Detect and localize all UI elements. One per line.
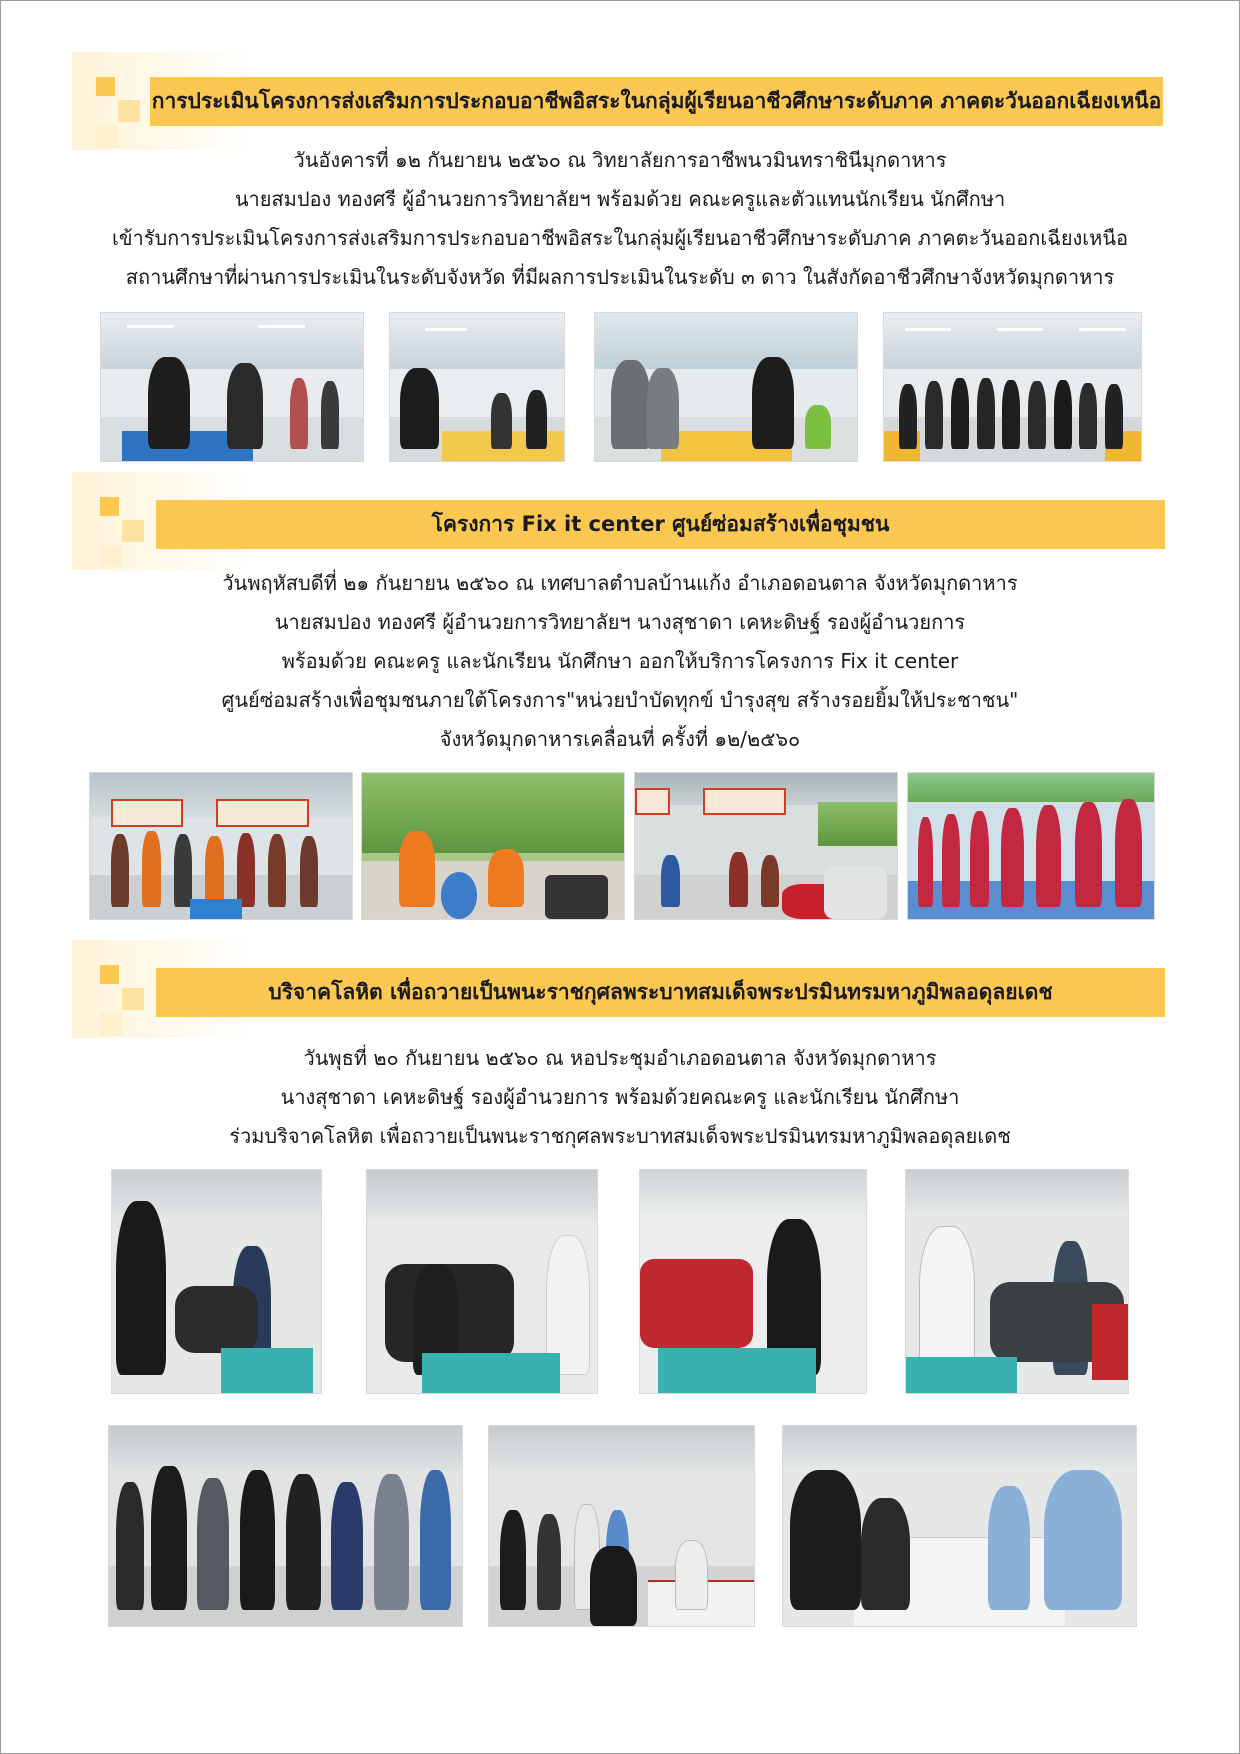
photo-group-standing	[883, 312, 1142, 462]
body-line: นายสมปอง ทองศรี ผู้อำนวยการวิทยาลัยฯ นางสุชาดา เคหะดิษฐ์ รองผู้อำนวยการ	[274, 610, 966, 634]
decor-square	[100, 1013, 122, 1035]
decor-square	[118, 100, 140, 122]
decor-square	[122, 520, 144, 542]
decor-square	[122, 988, 144, 1010]
photo-donor-visit-3	[639, 1169, 867, 1394]
photo-team-group	[89, 772, 353, 920]
body-line: สถานศึกษาที่ผ่านการประเมินในระดับจังหวัด ที่มีผลการประเมินในระดับ ๓ ดาว ในสังกัดอาชีวศึกษาจังหวัดมุกดาหาร	[125, 265, 1115, 289]
photo-committee-review	[389, 312, 565, 462]
photo-student-presentation	[594, 312, 858, 462]
section-body	[60, 564, 1180, 759]
body-line: วันอังคารที่ ๑๒ กันยายน ๒๕๖๐ ณ วิทยาลัยการอาชีพนวมินทราชินีมุกดาหาร	[293, 148, 947, 172]
photo-donor-forms	[782, 1425, 1137, 1627]
body-line: จังหวัดมุกดาหารเคลื่อนที่ ครั้งที่ ๑๒/๒๕๖๐	[439, 727, 801, 751]
body-line: พร้อมด้วย คณะครู และนักเรียน นักศึกษา ออกให้บริการโครงการ Fix it center	[281, 649, 959, 673]
section-body	[60, 1039, 1180, 1156]
photo-repair-service	[361, 772, 625, 920]
photo-registration-desk	[488, 1425, 755, 1627]
photo-group-blood-donation	[108, 1425, 463, 1627]
photo-dance-performance	[907, 772, 1155, 920]
photo-donor-visit-4	[905, 1169, 1129, 1394]
photo-award-presentation	[100, 312, 364, 462]
body-line: เข้ารับการประเมินโครงการส่งเสริมการประกอบอาชีพอิสระในกลุ่มผู้เรียนอาชีวศึกษาระดับภาค ภาคตะวันออกเฉียงเหนือ	[111, 226, 1129, 250]
decor-square	[100, 965, 119, 984]
section-heading: บริจาคโลหิต เพื่อถวายเป็นพนะราชกุศลพระบาทสมเด็จพระปรมินทรมหาภูมิพลอดุลยเดช	[156, 968, 1165, 1017]
photo-donor-visit-2	[366, 1169, 598, 1394]
photo-service-tent	[634, 772, 898, 920]
body-line: วันพุธที่ ๒๐ กันยายน ๒๕๖๐ ณ หอประชุมอำเภอดอนตาล จังหวัดมุกดาหาร	[303, 1046, 937, 1070]
section-heading: การประเมินโครงการส่งเสริมการประกอบอาชีพอิสระในกลุ่มผู้เรียนอาชีวศึกษาระดับภาค ภาคตะวันออกเฉียงเหนือ	[150, 77, 1163, 126]
photo-donor-visit-1	[111, 1169, 322, 1394]
section-heading: โครงการ Fix it center ศูนย์ซ่อมสร้างเพื่อชุมชน	[156, 500, 1165, 549]
body-line: นายสมปอง ทองศรี ผู้อำนวยการวิทยาลัยฯ พร้อมด้วย คณะครูและตัวแทนนักเรียน นักศึกษา	[234, 187, 1006, 211]
body-line: วันพฤหัสบดีที่ ๒๑ กันยายน ๒๕๖๐ ณ เทศบาลตำบลบ้านแก้ง อำเภอดอนตาล จังหวัดมุกดาหาร	[222, 571, 1018, 595]
body-line: ศูนย์ซ่อมสร้างเพื่อชุมชนภายใต้โครงการ"หน่วยบำบัดทุกข์ บำรุงสุข สร้างรอยยิ้มให้ประชาชน"	[221, 688, 1019, 712]
decor-square	[96, 77, 115, 96]
body-line: ร่วมบริจาคโลหิต เพื่อถวายเป็นพนะราชกุศลพระบาทสมเด็จพระปรมินทรมหาภูมิพลอดุลยเดช	[229, 1124, 1011, 1148]
decor-square	[100, 497, 119, 516]
section-body	[60, 141, 1180, 297]
body-line: นางสุชาดา เคหะดิษฐ์ รองผู้อำนวยการ พร้อมด้วยคณะครู และนักเรียน นักศึกษา	[280, 1085, 960, 1109]
